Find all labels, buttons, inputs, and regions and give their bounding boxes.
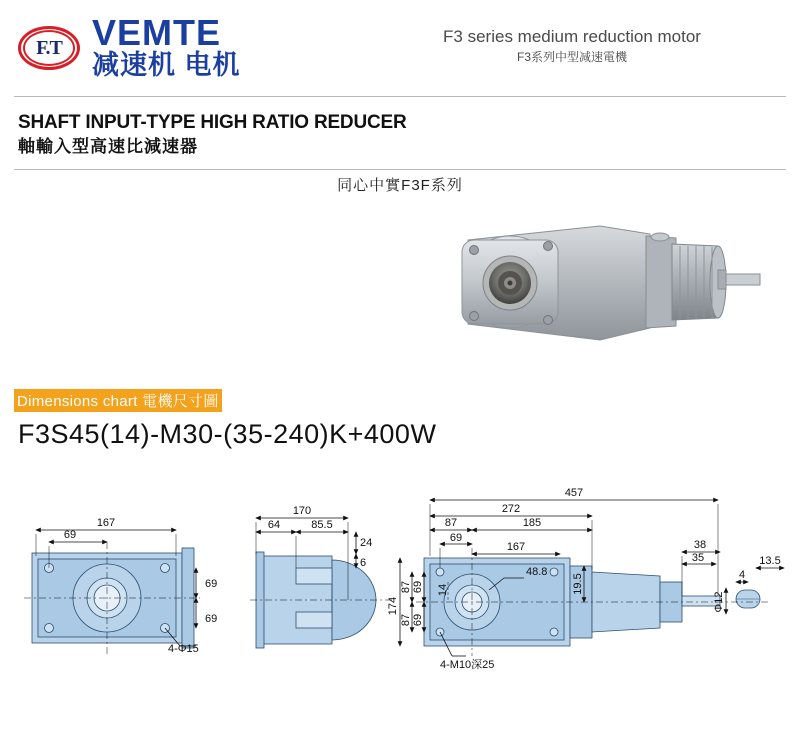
product-caption: 同心中實F3F系列 xyxy=(337,177,463,194)
dim-right-87-top: 87 xyxy=(444,517,458,529)
dim-right-174: 174 xyxy=(387,596,399,616)
dim-mid-6: 6 xyxy=(360,557,367,569)
dim-mid-170: 170 xyxy=(292,505,312,517)
drawing-view-left xyxy=(24,530,200,654)
dim-mid-64: 64 xyxy=(267,519,281,531)
dim-right-48-8: 48.8 xyxy=(526,566,548,578)
logo-wordmark xyxy=(92,12,241,80)
dim-left-167: 167 xyxy=(96,517,116,529)
dim-right-69-lower: 69 xyxy=(412,613,424,627)
page-header xyxy=(0,0,800,96)
company-logo xyxy=(18,12,241,80)
dim-right-19-5: 19.5 xyxy=(572,573,584,595)
dim-left-69-lower: 69 xyxy=(205,613,218,625)
dimension-drawings xyxy=(0,456,800,711)
dim-right-35: 35 xyxy=(691,552,705,564)
dim-left-hole-note: 4-Φ15 xyxy=(168,643,199,655)
product-photo xyxy=(450,210,770,360)
drawing-canvas xyxy=(0,456,800,711)
logo-brand-en: VEMTE xyxy=(92,12,222,53)
dim-left-69-top: 69 xyxy=(63,529,77,541)
dim-right-87-lower: 87 xyxy=(400,613,412,627)
dim-right-272: 272 xyxy=(501,503,521,515)
series-title-en: F3 series medium reduction motor xyxy=(443,27,701,46)
dimensions-heading-en: Dimensions chart xyxy=(17,393,138,410)
dimensions-heading-label xyxy=(14,389,222,412)
dim-right-457: 457 xyxy=(564,487,584,499)
dimensions-heading-cn: 電機尺寸圖 xyxy=(142,393,219,410)
dim-right-185: 185 xyxy=(522,517,542,529)
logo-brand-cn: 减速机 电机 xyxy=(92,50,241,80)
dim-right-38: 38 xyxy=(693,539,707,551)
logo-mark-icon xyxy=(18,20,84,76)
dim-right-69-upper: 69 xyxy=(412,580,424,594)
dim-right-13-5: 13.5 xyxy=(759,555,781,567)
dim-right-thread-note: 4-M10深25 xyxy=(440,659,495,671)
section-title xyxy=(0,97,800,169)
section-title-en: SHAFT INPUT-TYPE HIGH RATIO REDUCER xyxy=(18,112,407,133)
dim-right-4: 4 xyxy=(738,569,746,581)
dim-left-69-upper: 69 xyxy=(205,578,218,590)
dim-right-87-upper: 87 xyxy=(400,580,412,594)
dimensions-heading xyxy=(14,389,800,412)
dim-mid-85-5: 85.5 xyxy=(311,519,333,531)
series-title-cn: F3系列中型减速電機 xyxy=(516,50,627,64)
model-code: F3S45(14)-M30-(35-240)K+400W xyxy=(18,419,437,449)
logo-monogram: F.T xyxy=(36,36,62,59)
dim-right-167: 167 xyxy=(506,541,526,553)
section-title-cn: 軸輸入型高速比減速器 xyxy=(18,137,198,156)
dim-mid-24: 24 xyxy=(360,537,373,549)
dim-right-phi12: Φ12 xyxy=(713,591,725,613)
dim-right-14: 14 xyxy=(437,583,449,597)
drawing-view-right xyxy=(400,500,784,656)
dim-right-69-top: 69 xyxy=(449,532,463,544)
product-photo-area xyxy=(0,170,800,385)
header-series-text xyxy=(362,26,782,66)
